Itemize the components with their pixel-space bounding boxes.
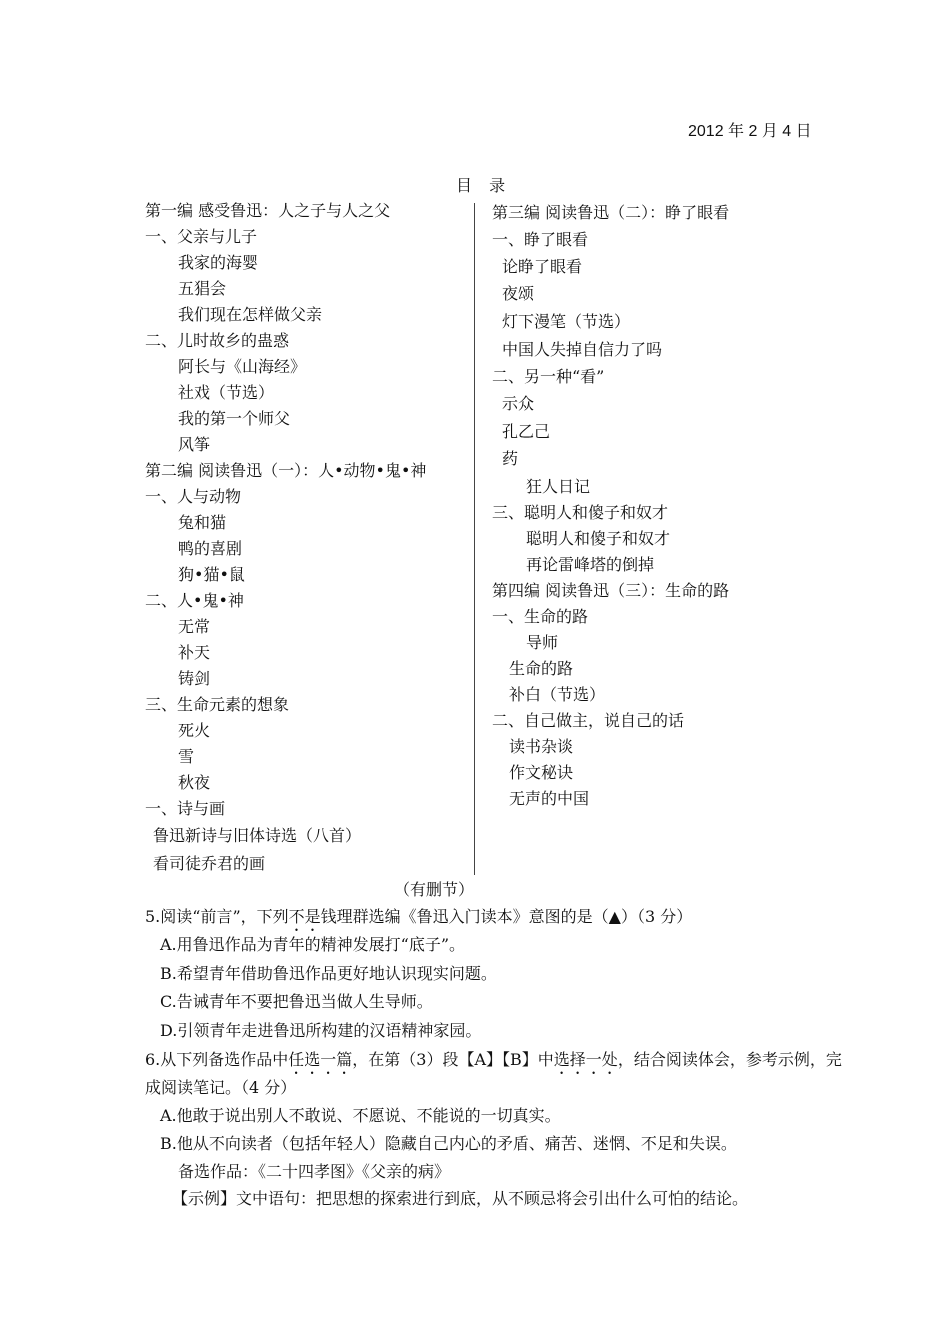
toc-entry: 五猖会 bbox=[178, 279, 227, 298]
toc-section-heading: 二、人•鬼•神 bbox=[145, 591, 244, 610]
toc-entry: 我的第一个师父 bbox=[178, 409, 291, 428]
q5-option-b: B.希望青年借助鲁迅作品更好地认识现实问题。 bbox=[160, 964, 497, 983]
toc-entry: 无声的中国 bbox=[509, 789, 590, 808]
toc-section-heading: 二、自己做主，说自己的话 bbox=[492, 711, 685, 730]
q5-stem-end: 钱理群选编《鲁迅入门读本》意图的是（▲）（3 分） bbox=[320, 907, 693, 926]
q6-option-b: B.他从不向读者（包括年轻人）隐藏自己内心的矛盾、痛苦、迷惘、不足和失误。 bbox=[160, 1134, 737, 1153]
document-date: 2012 年 2 月 4 日 bbox=[688, 123, 812, 140]
toc-entry: 雪 bbox=[178, 747, 195, 766]
q6-stem-line-2: 成阅读笔记。（4 分） bbox=[145, 1078, 297, 1097]
toc-section-heading: 一、人与动物 bbox=[145, 487, 242, 506]
toc-part-heading: 第三编 阅读鲁迅（二）：睁了眼看 bbox=[492, 203, 730, 222]
toc-entry: 我们现在怎样做父亲 bbox=[178, 305, 323, 324]
q5-stem-emphasis: 不是 bbox=[288, 907, 321, 926]
toc-entry: 死火 bbox=[178, 721, 211, 740]
toc-entry: 夜颂 bbox=[502, 284, 535, 303]
q6-stem-end: ，结合阅读体会，参考示例，完 bbox=[617, 1050, 842, 1069]
toc-entry: 补白（节选） bbox=[509, 685, 606, 704]
toc-section-heading: 一、睁了眼看 bbox=[492, 230, 589, 249]
toc-entry: 论睁了眼看 bbox=[502, 257, 583, 276]
toc-entry: 狂人日记 bbox=[526, 477, 591, 496]
q6-stem-emphasis-2: 选择一处 bbox=[553, 1050, 618, 1069]
toc-entry: 聪明人和傻子和奴才 bbox=[526, 529, 671, 548]
toc-entry: 看司徒乔君的画 bbox=[153, 854, 266, 873]
column-divider bbox=[474, 203, 475, 875]
q5-option-c: C.告诫青年不要把鲁迅当做人生导师。 bbox=[160, 992, 433, 1011]
toc-section-heading: 二、另一种“看” bbox=[492, 367, 605, 386]
q6-candidate-works: 备选作品：《二十四孝图》《父亲的病》 bbox=[178, 1162, 451, 1181]
toc-part-heading: 第四编 阅读鲁迅（三）：生命的路 bbox=[492, 581, 730, 600]
toc-entry: 作文秘诀 bbox=[509, 763, 574, 782]
toc-entry: 阿长与《山海经》 bbox=[178, 357, 307, 376]
toc-entry: 补天 bbox=[178, 643, 211, 662]
q5-option-a: A.用鲁迅作品为青年的精神发展打“底子”。 bbox=[160, 935, 466, 954]
q5-stem-start: 5.阅读“前言”，下列 bbox=[145, 907, 289, 926]
toc-entry: 孔乙己 bbox=[502, 422, 551, 441]
toc-section-heading: 一、诗与画 bbox=[145, 799, 226, 818]
q6-stem-start: 6.从下列备选作品中 bbox=[145, 1050, 289, 1069]
toc-part-heading: 第二编 阅读鲁迅（一）：人•动物•鬼•神 bbox=[145, 461, 427, 480]
toc-abridged-note: （有删节） bbox=[394, 880, 475, 899]
q6-option-a: A.他敢于说出别人不敢说、不愿说、不能说的一切真实。 bbox=[160, 1106, 561, 1125]
toc-entry: 中国人失掉自信力了吗 bbox=[502, 340, 663, 359]
toc-entry: 再论雷峰塔的倒掉 bbox=[526, 555, 655, 574]
toc-section-heading: 三、生命元素的想象 bbox=[145, 695, 290, 714]
q6-stem-emphasis-1: 任选一篇 bbox=[288, 1050, 353, 1069]
toc-entry: 秋夜 bbox=[178, 773, 211, 792]
toc-entry: 社戏（节选） bbox=[178, 383, 275, 402]
question-5-stem bbox=[145, 907, 692, 935]
q5-option-d: D.引领青年走进鲁迅所构建的汉语精神家园。 bbox=[160, 1021, 482, 1040]
toc-entry: 导师 bbox=[526, 633, 559, 652]
toc-entry: 无常 bbox=[178, 617, 211, 636]
toc-entry: 读书杂谈 bbox=[509, 737, 574, 756]
toc-entry: 铸剑 bbox=[178, 669, 211, 688]
toc-part-heading: 第一编 感受鲁迅：人之子与人之父 bbox=[145, 201, 391, 220]
toc-entry: 兔和猫 bbox=[178, 513, 227, 532]
question-6-stem bbox=[145, 1050, 842, 1078]
toc-section-heading: 一、生命的路 bbox=[492, 607, 589, 626]
q6-stem-middle: ，在第（3）段【A】【B】中 bbox=[352, 1050, 554, 1069]
toc-entry: 灯下漫笔（节选） bbox=[502, 312, 631, 331]
toc-entry: 狗•猫•鼠 bbox=[178, 565, 245, 584]
toc-section-heading: 一、父亲与儿子 bbox=[145, 227, 258, 246]
toc-title: 目 录 bbox=[456, 176, 512, 195]
toc-entry: 生命的路 bbox=[509, 659, 574, 678]
toc-entry: 示众 bbox=[502, 394, 535, 413]
toc-section-heading: 三、聪明人和傻子和奴才 bbox=[492, 503, 669, 522]
q6-example: 【示例】文中语句：把思想的探索进行到底，从不顾忌将会引出什么可怕的结论。 bbox=[172, 1189, 749, 1208]
toc-entry: 药 bbox=[502, 449, 519, 468]
toc-entry: 风筝 bbox=[178, 435, 211, 454]
toc-entry: 鲁迅新诗与旧体诗选（八首） bbox=[153, 826, 362, 845]
toc-section-heading: 二、儿时故乡的蛊惑 bbox=[145, 331, 290, 350]
toc-entry: 我家的海婴 bbox=[178, 253, 259, 272]
toc-entry: 鸭的喜剧 bbox=[178, 539, 243, 558]
